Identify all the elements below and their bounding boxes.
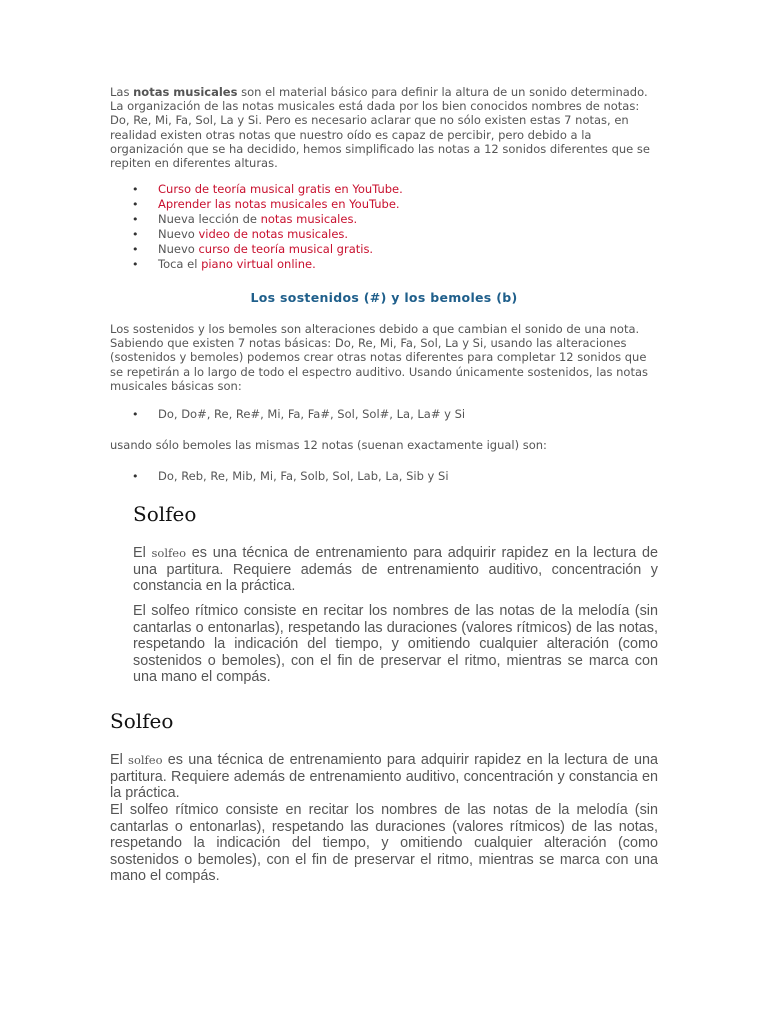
link[interactable]: Curso de teoría musical gratis en YouTube.	[158, 182, 403, 196]
sharps-list	[110, 407, 610, 422]
links-list	[110, 182, 610, 272]
list-item: • Nuevo video de notas musicales.	[110, 227, 610, 242]
solfeo-heading-1: Solfeo	[133, 502, 197, 526]
intro-paragraph: Las notas musicales son el material básico para definir la altura de un sonido determinado. La organización de las notas musicales está dada por los bien conocidos nombres de notas: Do, Re, Mi, Fa, Sol, La y Si. Pero es necesario aclarar que no sólo existen estas 7 notas, en realidad existen otras notas que nuestro oído es capaz de percibir, pero debido a la organización que se ha decidido, hemos simplificado las notas a 12 sonidos diferentes que se repiten en diferentes alturas.	[110, 85, 650, 171]
list-item	[110, 197, 610, 212]
solfeo-keyword: solfeo	[128, 753, 163, 767]
link[interactable]: curso de teoría musical gratis.	[198, 242, 374, 256]
sostenidos-paragraph: Los sostenidos y los bemoles son alteraciones debido a que cambian el sonido de una nota. Sabiendo que existen 7 notas básicas: Do, Re, Mi, Fa, Sol, La y Si, usando las alteraciones (sostenidos y bemoles) podemos crear otras notas diferentes para completar 12 sonidos que se repetirán a lo largo de todo el espectro auditivo. Usando únicamente sostenidos, las notas musicales básicas son:	[110, 322, 649, 393]
list-item: • Nuevo curso de teoría musical gratis.	[110, 242, 610, 257]
list-item: • Do, Do#, Re, Re#, Mi, Fa, Fa#, Sol, Sol#, La, La# y Si	[110, 407, 610, 422]
link[interactable]: piano virtual online.	[201, 257, 316, 271]
list-item	[110, 182, 610, 197]
solfeo2-paragraph-2: El solfeo rítmico consiste en recitar los nombres de las notas de la melodía (sin cantarlas o entonarlas), respetando las duraciones (valores rítmicos) de las notas, respetando la indicación del tiempo, y omitiendo cualquier alteración (como sostenidos o bemoles), con el fin de preservar el ritmo, mientras se marca con una mano el compás.	[110, 802, 658, 885]
flats-intro: usando sólo bemoles las mismas 12 notas (suenan exactamente igual) son:	[110, 438, 547, 452]
flats-list	[110, 469, 610, 484]
list-item: • Nueva lección de notas musicales.	[110, 212, 610, 227]
link[interactable]: notas musicales.	[260, 212, 358, 226]
link[interactable]: Aprender las notas musicales en YouTube.	[158, 197, 400, 211]
list-item: • Do, Reb, Re, Mib, Mi, Fa, Solb, Sol, Lab, La, Sib y Si	[110, 469, 610, 484]
intro-bold-term: notas musicales	[133, 85, 238, 99]
solfeo-keyword: solfeo	[151, 546, 187, 560]
link[interactable]: video de notas musicales.	[198, 227, 349, 241]
list-item: • Toca el piano virtual online.	[110, 257, 610, 272]
solfeo1-paragraph-2: El solfeo rítmico consiste en recitar los nombres de las notas de la melodía (sin cantarlas o entonarlas), respetando las duraciones (valores rítmicos) de las notas, respetando la indicación del tiempo, y omitiendo cualquier alteración (como sostenidos o bemoles), con el fin de preservar el ritmo, mientras se marca con una mano el compás.	[133, 603, 658, 686]
solfeo-heading-2: Solfeo	[110, 709, 174, 733]
section-title: Los sostenidos (#) y los bemoles (b)	[250, 290, 518, 305]
solfeo1-paragraph-1: El solfeo es una técnica de entrenamiento para adquirir rapidez en la lectura de una partitura. Requiere además de entrenamiento auditivo, concentración y constancia en la práctica.	[133, 545, 658, 595]
solfeo2-paragraph-1: El solfeo es una técnica de entrenamiento para adquirir rapidez en la lectura de una partitura. Requiere además de entrenamiento auditivo, concentración y constancia en la práctica.	[110, 752, 658, 802]
